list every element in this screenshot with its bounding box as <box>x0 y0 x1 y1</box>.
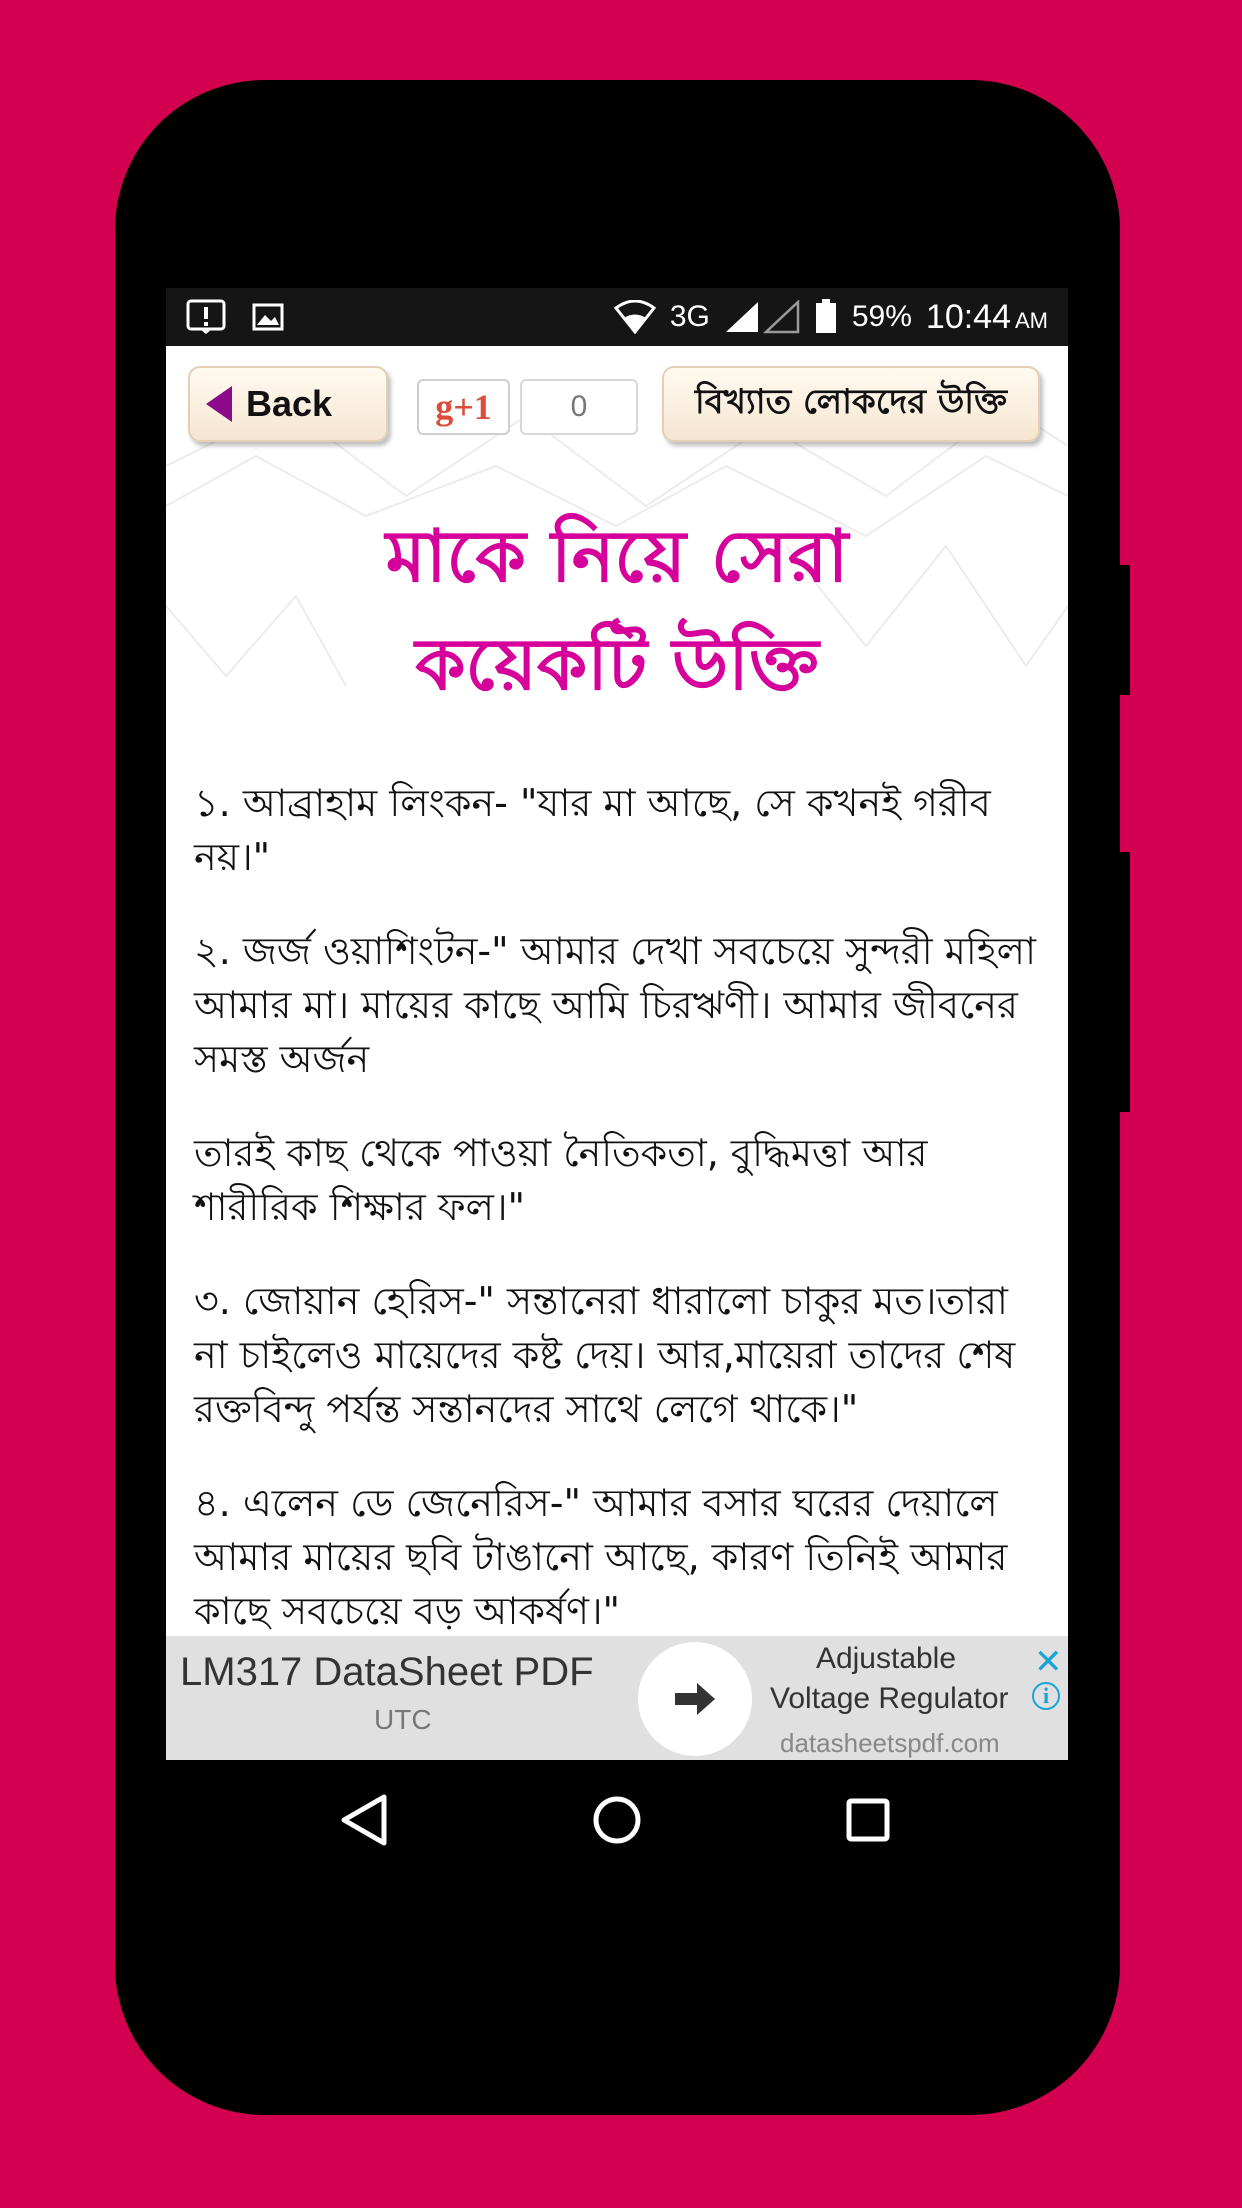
recents-square-icon <box>844 1796 892 1844</box>
back-button-label: Back <box>246 383 333 424</box>
back-arrow-icon <box>206 386 232 422</box>
quote-paragraph: ২. জর্জ ওয়াশিংটন-" আমার দেখা সবচেয়ে সুন্দরী মহিলা আমার মা। মায়ের কাছে আমি চিরঋণী। আমার জীবনের সমস্ত অর্জন <box>194 929 1037 1081</box>
famous-quotes-button[interactable] <box>662 366 1040 442</box>
famous-quotes-label: বিখ্যাত লোকদের উক্তি <box>694 381 1008 422</box>
ad-title[interactable]: LM317 DataSheet PDF <box>180 1650 594 1694</box>
quote-paragraph: ৪. এলেন ডে জেনেরিস-" আমার বসার ঘরের দেয়ালে আমার মায়ের ছবি টাঙানো আছে, কারণ তিনিই আমার কাছে সবচেয়ে বড় আকর্ষণ।" <box>194 1481 1008 1633</box>
ad-domain: datasheetspdf.com <box>780 1728 1000 1758</box>
quote-paragraph: ৩. জোয়ান হেরিস-" সন্তানেরা ধারালো চাকুর মত।তারা না চাইলেও মায়েদের কষ্ট দেয়। আর,মায়েরা তাদের শেষ রক্তবিন্দু পর্যন্ত সন্তানদের সাথে লেগে থাকে।" <box>194 1279 1016 1431</box>
ad-subtitle: UTC <box>374 1704 432 1735</box>
clock-time: 10:44 <box>925 297 1011 336</box>
battery-level: 59% <box>851 300 912 333</box>
article-content <box>166 454 1068 1638</box>
arrow-right-icon <box>673 1681 717 1717</box>
plus-one-count-value: 0 <box>570 390 588 423</box>
close-icon[interactable]: ✕ <box>1034 1642 1063 1682</box>
ad-open-button[interactable] <box>638 1642 752 1756</box>
signal-icon <box>724 300 800 334</box>
page-title-line2: কয়েকটি উক্তি <box>415 622 819 706</box>
ad-banner[interactable] <box>166 1636 1068 1760</box>
app-screen <box>166 288 1068 1760</box>
nav-home-button[interactable] <box>557 1760 677 1880</box>
nav-back-button[interactable] <box>304 1760 424 1880</box>
status-bar <box>166 288 1068 346</box>
battery-icon <box>814 299 838 335</box>
quote-paragraph: তারই কাছ থেকে পাওয়া নৈতিকতা, বুদ্ধিমত্তা আর শারীরিক শিক্ষার ফল।" <box>194 1131 928 1229</box>
ad-headline-line2: Voltage Regulator <box>770 1682 1009 1715</box>
network-type: 3G <box>669 300 710 333</box>
quote-paragraph: ১. আব্রাহাম লিংকন- "যার মা আছে, সে কখনই গরীব নয়।" <box>194 781 991 879</box>
nav-recents-button[interactable] <box>808 1760 928 1880</box>
home-circle-icon <box>591 1794 643 1846</box>
info-icon[interactable]: i <box>1032 1682 1060 1710</box>
back-button[interactable] <box>188 366 388 442</box>
clock <box>926 298 1048 337</box>
alert-notification-icon <box>186 299 226 335</box>
google-plus-label: g+1 <box>435 387 492 427</box>
image-notification-icon <box>252 303 284 331</box>
power-button <box>1118 852 1130 1112</box>
back-triangle-icon <box>338 1793 390 1847</box>
google-plus-one-button[interactable] <box>417 379 510 435</box>
wifi-icon <box>614 300 656 334</box>
page-title-line1: মাকে নিয়ে সেরা <box>385 514 849 598</box>
clock-ampm: AM <box>1015 307 1048 333</box>
page-title <box>166 502 1068 718</box>
ad-headline-line1: Adjustable <box>815 1642 957 1675</box>
plus-one-count <box>520 379 638 435</box>
navigation-bar <box>166 1760 1068 1880</box>
toolbar <box>166 346 1068 454</box>
volume-button <box>1118 565 1130 695</box>
